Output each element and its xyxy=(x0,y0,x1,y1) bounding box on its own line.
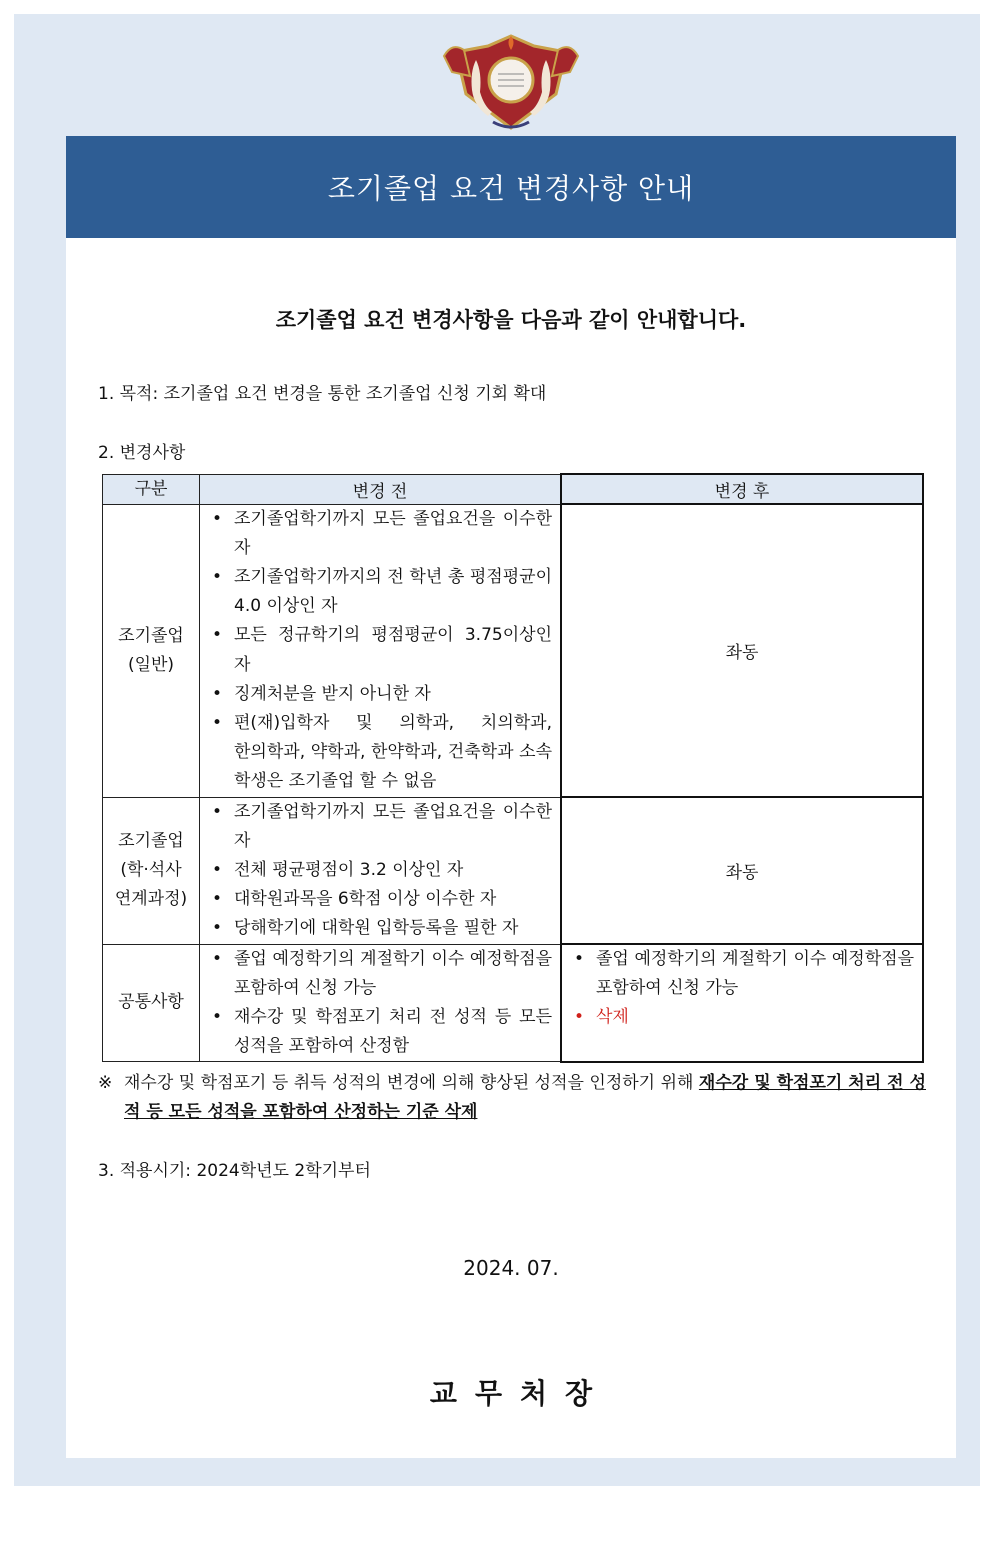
notice-headline: 조기졸업 요건 변경사항을 다음과 같이 안내합니다. xyxy=(275,308,747,332)
item-changes-label: 2. 변경사항 xyxy=(98,443,186,463)
list-item: • 졸업 예정학기의 계절학기 이수 예정학점을 포함하여 신청 가능 xyxy=(568,945,914,1003)
footnote-text: 재수강 및 학점포기 등 취득 성적의 변경에 의해 향상된 성적을 인정하기 위해 xyxy=(124,1073,699,1093)
row-after: 좌동 xyxy=(561,504,923,797)
list-item: • 전체 평균평점이 3.2 이상인 자 xyxy=(206,856,552,885)
deleted-item: • 삭제 xyxy=(568,1003,914,1032)
reference-mark: ※ xyxy=(98,1073,113,1093)
item-purpose: 1. 목적: 조기졸업 요건 변경을 통한 조기졸업 신청 기회 확대 xyxy=(98,384,547,404)
table-row xyxy=(103,944,924,1062)
page-frame xyxy=(14,14,980,1486)
list-item: • 조기졸업학기까지 모든 졸업요건을 이수한 자 xyxy=(206,798,552,856)
row-before xyxy=(200,504,562,797)
changes-table xyxy=(102,473,924,1063)
footnote-emphasis: 재수강 및 학점포기 처리 전 성적 등 모든 성적을 포함하여 산정하는 기준 삭제 xyxy=(124,1073,926,1122)
list-item: • 당해학기에 대학원 입학등록을 필한 자 xyxy=(206,914,552,943)
notice-date: 2024. 07. xyxy=(463,1256,559,1280)
row-category: 조기졸업 (일반) xyxy=(103,504,200,797)
col-header-category: 구분 xyxy=(103,474,200,504)
row-before xyxy=(200,797,562,944)
row-category: 조기졸업 (학·석사 연계과정) xyxy=(103,797,200,944)
list-item: • 재수강 및 학점포기 처리 전 성적 등 모든 성적을 포함하여 산정함 xyxy=(206,1003,552,1061)
row-after xyxy=(561,944,923,1062)
list-item: • 조기졸업학기까지의 전 학년 총 평점평균이 4.0 이상인 자 xyxy=(206,563,552,621)
list-item: • 졸업 예정학기의 계절학기 이수 예정학점을 포함하여 신청 가능 xyxy=(206,945,552,1003)
list-item: • 징계처분을 받지 아니한 자 xyxy=(206,680,552,709)
footnote xyxy=(98,1069,926,1127)
list-item: • 대학원과목을 6학점 이상 이수한 자 xyxy=(206,885,552,914)
row-after: 좌동 xyxy=(561,797,923,944)
row-before xyxy=(200,944,562,1062)
table-row xyxy=(103,504,924,797)
table-row xyxy=(103,797,924,944)
signature: 교무처장 xyxy=(429,1377,611,1410)
notice-sheet xyxy=(66,136,956,1458)
table-header-row xyxy=(103,474,924,504)
item-effective: 3. 적용시기: 2024학년도 2학기부터 xyxy=(98,1161,371,1181)
list-item: • 편(재)입학자 및 의학과, 치의학과, 한의학과, 약학과, 한약학과, 건축학과 소속 학생은 조기졸업 할 수 없음 xyxy=(206,709,552,797)
list-item: • 조기졸업학기까지 모든 졸업요건을 이수한 자 xyxy=(206,505,552,563)
col-header-after: 변경 후 xyxy=(561,474,923,504)
university-emblem-logo xyxy=(438,32,584,132)
row-category: 공통사항 xyxy=(103,944,200,1062)
col-header-before: 변경 전 xyxy=(200,474,562,504)
list-item: • 모든 정규학기의 평점평균이 3.75이상인 자 xyxy=(206,621,552,679)
page-title: 조기졸업 요건 변경사항 안내 xyxy=(66,136,956,238)
